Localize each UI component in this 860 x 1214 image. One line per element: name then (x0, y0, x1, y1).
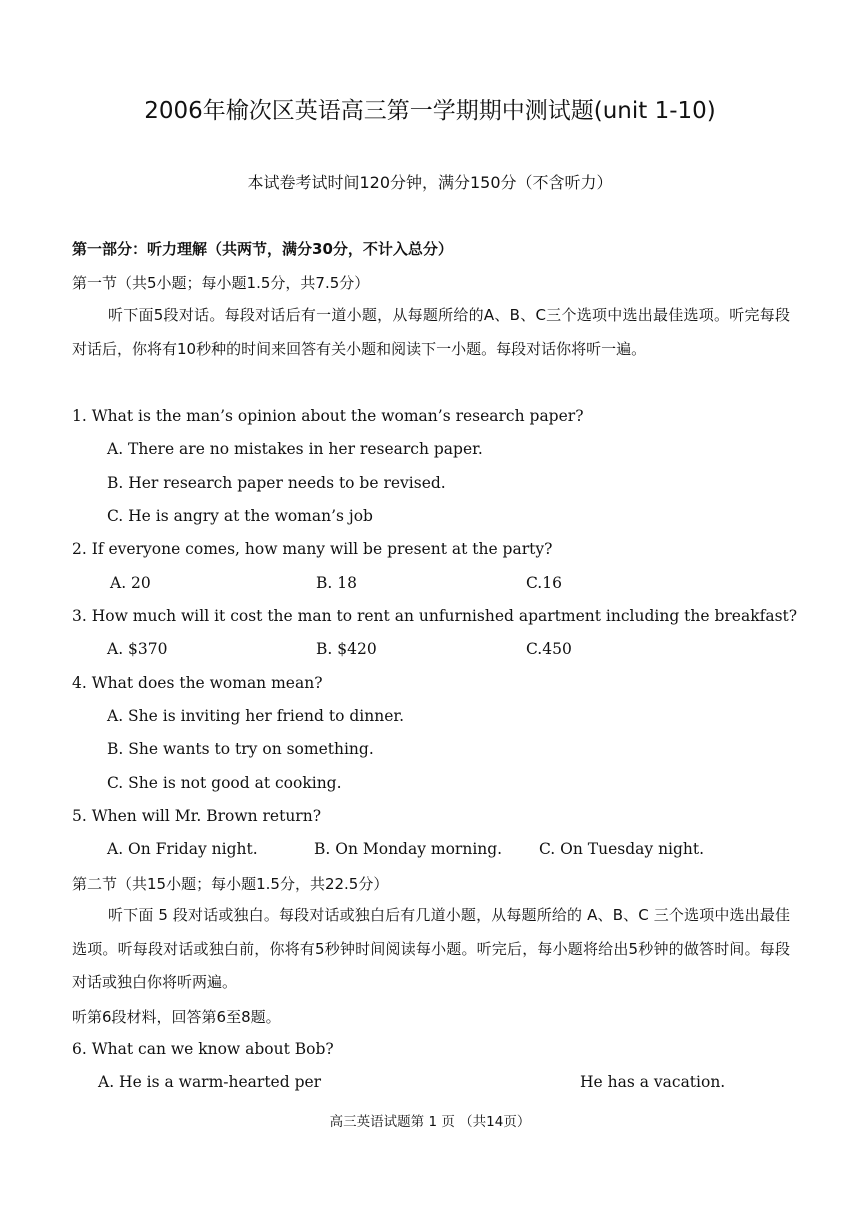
section1-heading: 第一节（共5小题；每小题1.5分，共7.5分） (72, 274, 370, 292)
page-footer: 高三英语试题第 1 页 （共14页） (329, 1114, 531, 1130)
question-4-stem: 4. What does the woman mean? (72, 674, 323, 692)
question-6-option-right: He has a vacation. (580, 1073, 726, 1091)
question-3-stem: 3. How much will it cost the man to rent an unfurnished apartment including the breakfast? (72, 607, 798, 625)
question-5-stem: 5. When will Mr. Brown return? (72, 807, 322, 825)
question-5-option-a: A. On Friday night. (107, 840, 258, 858)
question-1-stem: 1. What is the man’s opinion about the woman’s research paper? (72, 407, 584, 425)
question-6-stem: 6. What can we know about Bob? (72, 1040, 334, 1058)
question-6-option-a: A. He is a warm-hearted per (98, 1073, 322, 1091)
question-1-option-a: A. There are no mistakes in her research paper. (107, 440, 483, 458)
question-1-option-c: C. He is angry at the woman’s job (107, 507, 373, 525)
section2-heading: 第二节（共15小题；每小题1.5分，共22.5分） (72, 875, 389, 893)
material-note: 听第6段材料，回答第6至8题。 (72, 1008, 281, 1026)
question-3-option-a: A. $370 (107, 640, 168, 658)
question-5-option-c: C. On Tuesday night. (539, 840, 705, 858)
section1-instruction: 听下面5段对话。每段对话后有一道小题，从每题所给的A、B、C三个选项中选出最佳选项。听完每段对话后，你将有10秒种的时间来回答有关小题和阅读下一小题。每段对话你将听一遍。 (72, 306, 790, 358)
part1-heading: 第一部分：听力理解（共两节，满分30分，不计入总分） (72, 240, 453, 258)
question-5-option-b: B. On Monday morning. (314, 840, 503, 858)
question-1-option-b: B. Her research paper needs to be revised. (107, 474, 446, 492)
question-2-option-c: C.16 (526, 574, 562, 592)
question-4-option-b: B. She wants to try on something. (107, 740, 374, 758)
section2-instruction: 听下面 5 段对话或独白。每段对话或独白后有几道小题，从每题所给的 A、B、C 三个选项中选出最佳选项。听每段对话或独白前，你将有5秒钟时间阅读每小题。听完后，每小题将给出5秒钟的做答时间。每段对话或独白你将听两遍。 (72, 906, 790, 991)
question-4-option-c: C. She is not good at cooking. (107, 774, 342, 792)
question-2-option-b: B. 18 (316, 574, 357, 592)
question-4-option-a: A. She is inviting her friend to dinner. (107, 707, 404, 725)
question-2-option-a: A. 20 (110, 574, 151, 592)
question-3-option-b: B. $420 (316, 640, 377, 658)
exam-info: 本试卷考试时间120分钟，满分150分（不含听力） (247, 173, 613, 192)
page-title: 2006年榆次区英语高三第一学期期中测试题(unit 1-10) (144, 98, 716, 124)
question-3-option-c: C.450 (526, 640, 572, 658)
question-2-stem: 2. If everyone comes, how many will be present at the party? (72, 540, 553, 558)
